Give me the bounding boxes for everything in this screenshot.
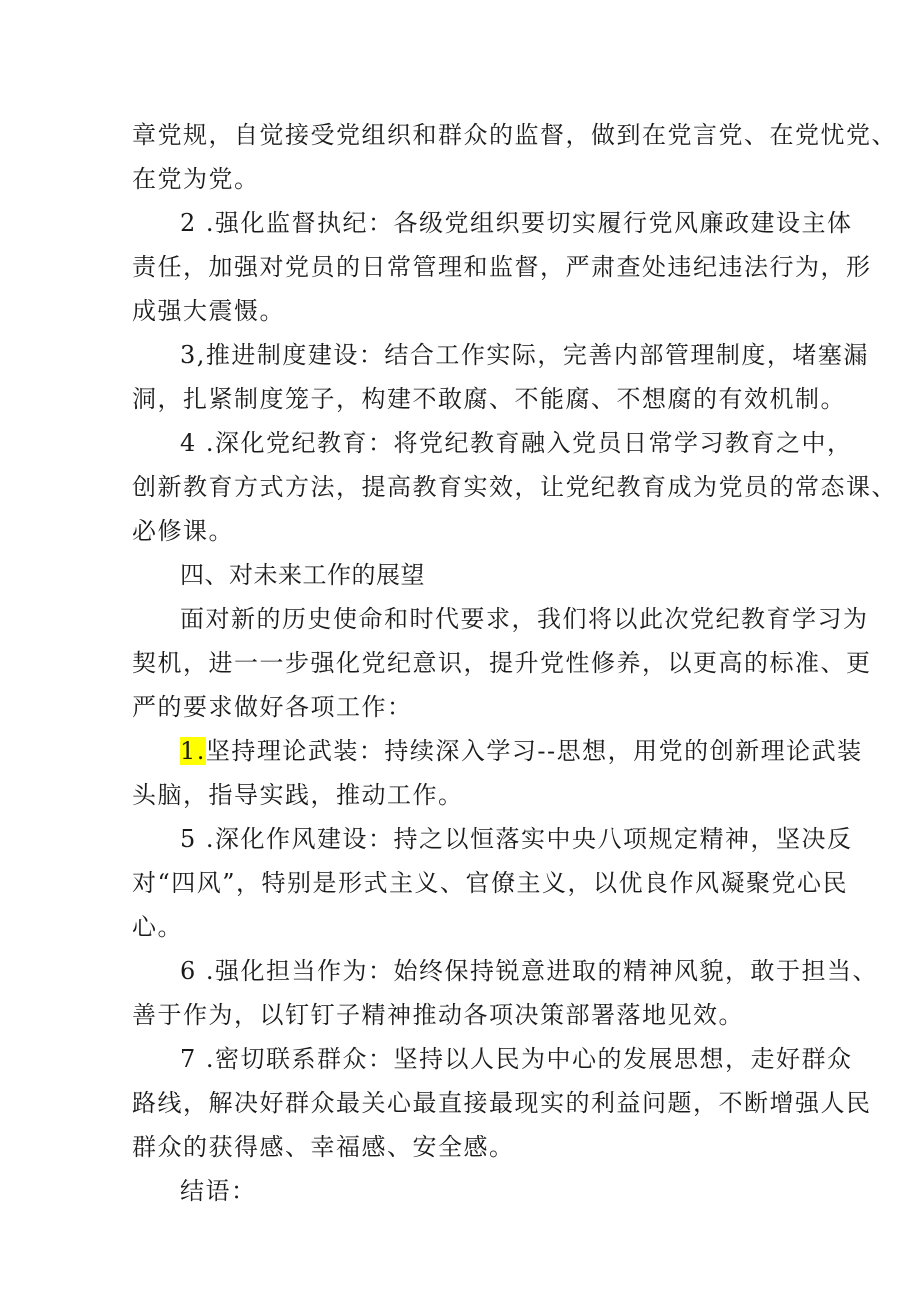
paragraph-line: 创新教育方式方法，提高教育实效，让党纪教育成为党员的常态课、 xyxy=(132,473,897,501)
list-item-1-line xyxy=(180,737,863,765)
list-item-1-text: 坚持理论武装：持续深入学习--思想，用党的创新理论武装 xyxy=(205,737,863,765)
paragraph-line: 责任，加强对党员的日常管理和监督，严肃查处违纪违法行为，形 xyxy=(132,253,872,281)
paragraph-line: 必修课。 xyxy=(132,517,234,545)
list-item-4-line: 4 .深化党纪教育：将党纪教育融入党员日常学习教育之中， xyxy=(180,429,853,457)
list-item-7-line: 7 .密切联系群众：坚持以人民为中心的发展思想，走好群众 xyxy=(180,1045,853,1073)
list-item-3-line: 3,推进制度建设：结合工作实际，完善内部管理制度，堵塞漏 xyxy=(180,341,869,369)
section-heading: 四、对未来工作的展望 xyxy=(180,561,425,589)
list-item-6-line: 6 .强化担当作为：始终保持锐意进取的精神风貌，敢于担当、 xyxy=(180,957,879,985)
paragraph-line: 路线，解决好群众最关心最直接最现实的利益问题，不断增强人民 xyxy=(132,1089,872,1117)
paragraph-line: 群众的获得感、幸福感、安全感。 xyxy=(132,1133,515,1161)
paragraph-line: 在党为党。 xyxy=(132,165,260,193)
closing-label: 结语： xyxy=(180,1177,257,1205)
list-item-5-line: 5 .深化作风建设：持之以恒落实中央八项规定精神，坚决反 xyxy=(180,825,853,853)
intro-paragraph-line: 面对新的历史使命和时代要求，我们将以此次党纪教育学习为 xyxy=(180,605,869,633)
paragraph-line: 契机，进一一步强化党纪意识，提升党性修养，以更高的标准、更 xyxy=(132,649,872,677)
paragraph-line: 洞，扎紧制度笼子，构建不敢腐、不能腐、不想腐的有效机制。 xyxy=(132,385,846,413)
paragraph-line: 对“四风”，特别是形式主义、官僚主义，以优良作风凝聚党心民 xyxy=(132,869,849,897)
paragraph-line: 章党规，自觉接受党组织和群众的监督，做到在党言党、在党忧党、 xyxy=(132,121,897,149)
paragraph-line: 严的要求做好各项工作： xyxy=(132,693,413,721)
list-item-2-line: 2 .强化监督执纪：各级党组织要切实履行党风廉政建设主体 xyxy=(180,209,853,237)
paragraph-line: 头脑，指导实践，推动工作。 xyxy=(132,781,464,809)
highlighted-number: 1. xyxy=(180,737,206,765)
paragraph-line: 心。 xyxy=(132,913,183,941)
paragraph-line: 善于作为，以钉钉子精神推动各项决策部署落地见效。 xyxy=(132,1001,744,1029)
paragraph-line: 成强大震慑。 xyxy=(132,297,285,325)
